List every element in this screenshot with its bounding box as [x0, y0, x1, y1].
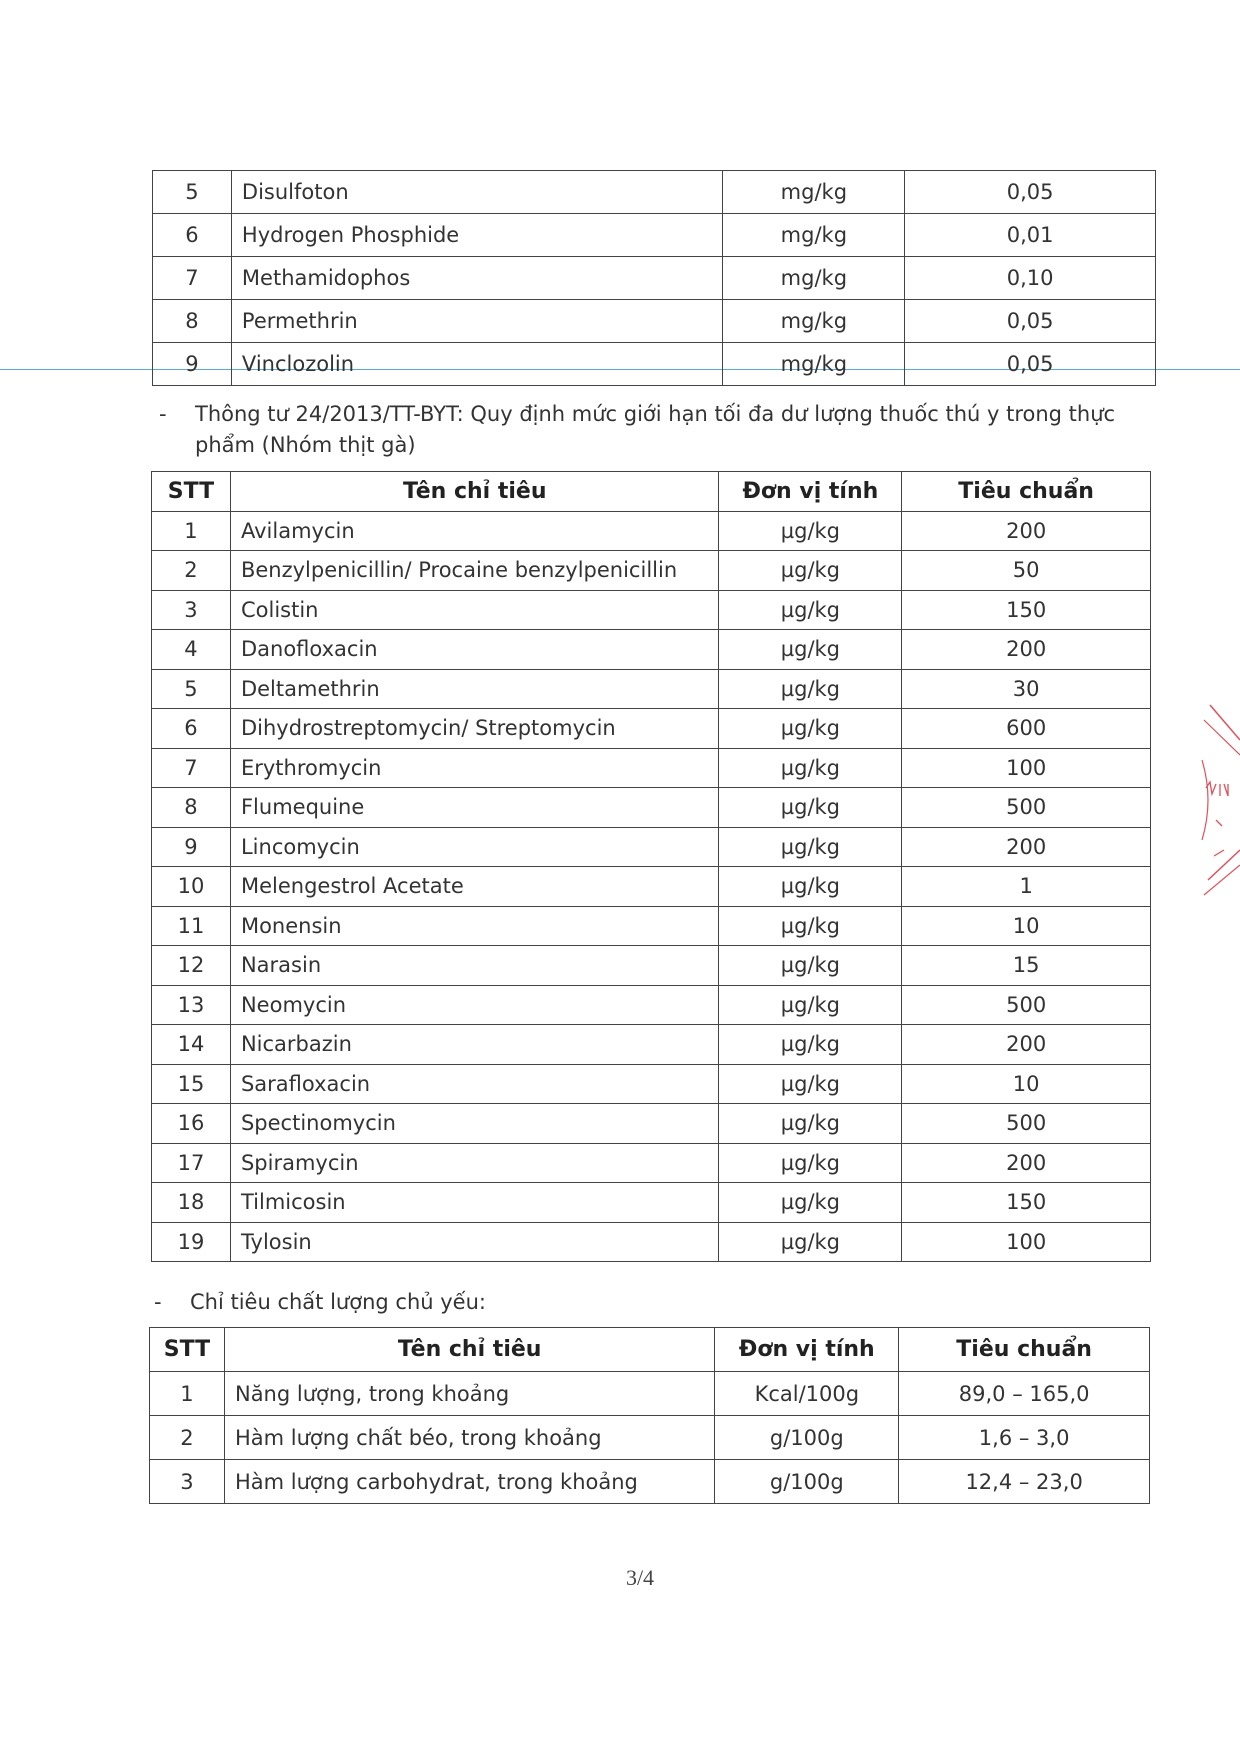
- table-row: [152, 748, 1151, 788]
- table-row: [152, 1183, 1151, 1223]
- cell-stt: 2: [150, 1416, 225, 1460]
- cell-unit: Kcal/100g: [715, 1372, 899, 1416]
- cell-unit: µg/kg: [719, 946, 902, 986]
- cell-standard: 150: [902, 590, 1151, 630]
- table-row: [152, 1222, 1151, 1262]
- table-row: [152, 590, 1151, 630]
- cell-standard: 1,6 – 3,0: [899, 1416, 1150, 1460]
- cell-name: Lincomycin: [230, 827, 719, 867]
- header-unit: Đơn vị tính: [715, 1328, 899, 1372]
- cell-name: Vinclozolin: [231, 343, 723, 386]
- cell-name: Spiramycin: [230, 1143, 719, 1183]
- cell-stt: 6: [153, 214, 232, 257]
- cell-standard: 200: [902, 1143, 1151, 1183]
- table-row: [152, 1025, 1151, 1065]
- cell-name: Danofloxacin: [230, 630, 719, 670]
- veterinary-drug-residue-table: [151, 471, 1151, 1262]
- cell-name: Flumequine: [230, 788, 719, 828]
- table-row: [152, 985, 1151, 1025]
- cell-stt: 6: [152, 709, 231, 749]
- table-row: [152, 630, 1151, 670]
- cell-unit: µg/kg: [719, 788, 902, 828]
- veterinary-drug-residue-table-body: [152, 511, 1151, 1262]
- cell-standard: 0,05: [905, 300, 1156, 343]
- cell-unit: mg/kg: [723, 171, 905, 214]
- table-row: [153, 171, 1156, 214]
- bullet-dash: -: [159, 402, 167, 426]
- cell-unit: µg/kg: [719, 906, 902, 946]
- cell-stt: 10: [152, 867, 231, 907]
- table-row: [152, 788, 1151, 828]
- table-row: [152, 827, 1151, 867]
- cell-standard: 0,05: [905, 343, 1156, 386]
- cell-unit: µg/kg: [719, 1183, 902, 1223]
- cell-name: Deltamethrin: [230, 669, 719, 709]
- header-unit: Đơn vị tính: [719, 472, 902, 512]
- table-row: [152, 709, 1151, 749]
- cell-name: Methamidophos: [231, 257, 723, 300]
- cell-name: Benzylpenicillin/ Procaine benzylpenicillin: [230, 551, 719, 591]
- cell-unit: mg/kg: [723, 300, 905, 343]
- cell-unit: g/100g: [715, 1460, 899, 1504]
- quality-criteria-table-body: [150, 1372, 1150, 1504]
- cell-unit: µg/kg: [719, 827, 902, 867]
- cell-stt: 18: [152, 1183, 231, 1223]
- cell-standard: 100: [902, 748, 1151, 788]
- cell-unit: µg/kg: [719, 1064, 902, 1104]
- cell-stt: 8: [152, 788, 231, 828]
- header-stt: STT: [152, 472, 231, 512]
- quality-criteria-table: [149, 1327, 1150, 1504]
- cell-unit: µg/kg: [719, 1025, 902, 1065]
- cell-standard: 30: [902, 669, 1151, 709]
- table-row: [152, 1064, 1151, 1104]
- cell-standard: 100: [902, 1222, 1151, 1262]
- cell-stt: 9: [153, 343, 232, 386]
- cell-standard: 150: [902, 1183, 1151, 1223]
- cell-name: Narasin: [230, 946, 719, 986]
- table-row: [153, 214, 1156, 257]
- section-veterinary-drug-residue: [159, 399, 1160, 461]
- cell-name: Erythromycin: [230, 748, 719, 788]
- cell-unit: µg/kg: [719, 551, 902, 591]
- cell-standard: 200: [902, 511, 1151, 551]
- table-row: [150, 1416, 1150, 1460]
- cell-name: Permethrin: [231, 300, 723, 343]
- header-name: Tên chỉ tiêu: [230, 472, 719, 512]
- cell-stt: 5: [152, 669, 231, 709]
- cell-stt: 3: [152, 590, 231, 630]
- cell-unit: µg/kg: [719, 1143, 902, 1183]
- cell-stt: 11: [152, 906, 231, 946]
- cell-standard: 10: [902, 1064, 1151, 1104]
- section-text: Thông tư 24/2013/TT-BYT: Quy định mức giới hạn tối đa dư lượng thuốc thú y trong thực phẩm (Nhóm thịt gà): [195, 402, 1116, 457]
- cell-name: Tilmicosin: [230, 1183, 719, 1223]
- cell-stt: 16: [152, 1104, 231, 1144]
- cell-standard: 200: [902, 827, 1151, 867]
- page-number: 3/4: [625, 1565, 655, 1590]
- table-row: [152, 511, 1151, 551]
- cell-unit: µg/kg: [719, 709, 902, 749]
- section-text: Chỉ tiêu chất lượng chủ yếu:: [190, 1290, 486, 1314]
- cell-unit: µg/kg: [719, 511, 902, 551]
- cell-standard: 50: [902, 551, 1151, 591]
- cell-name: Dihydrostreptomycin/ Streptomycin: [230, 709, 719, 749]
- table-row: [153, 300, 1156, 343]
- cell-stt: 13: [152, 985, 231, 1025]
- cell-unit: µg/kg: [719, 1222, 902, 1262]
- cell-unit: µg/kg: [719, 590, 902, 630]
- pesticide-residue-table-body: [153, 171, 1156, 386]
- table-row: [152, 669, 1151, 709]
- header-name: Tên chỉ tiêu: [224, 1328, 714, 1372]
- cell-stt: 5: [153, 171, 232, 214]
- cell-stt: 8: [153, 300, 232, 343]
- cell-unit: mg/kg: [723, 214, 905, 257]
- cell-standard: 12,4 – 23,0: [899, 1460, 1150, 1504]
- cell-name: Melengestrol Acetate: [230, 867, 719, 907]
- table-row: [150, 1372, 1150, 1416]
- cell-standard: 500: [902, 985, 1151, 1025]
- cell-name: Monensin: [230, 906, 719, 946]
- table-row: [153, 343, 1156, 386]
- header-standard: Tiêu chuẩn: [902, 472, 1151, 512]
- table-row: [152, 906, 1151, 946]
- cell-stt: 1: [152, 511, 231, 551]
- cell-stt: 19: [152, 1222, 231, 1262]
- cell-standard: 10: [902, 906, 1151, 946]
- cell-unit: mg/kg: [723, 343, 905, 386]
- cell-name: Sarafloxacin: [230, 1064, 719, 1104]
- cell-standard: 500: [902, 788, 1151, 828]
- cell-name: Hàm lượng carbohydrat, trong khoảng: [224, 1460, 714, 1504]
- table-row: [152, 1143, 1151, 1183]
- cell-unit: mg/kg: [723, 257, 905, 300]
- table-row: [152, 867, 1151, 907]
- table-header-row: [150, 1328, 1150, 1372]
- cell-stt: 4: [152, 630, 231, 670]
- section-main-quality-criteria: [154, 1287, 1090, 1318]
- cell-name: Năng lượng, trong khoảng: [224, 1372, 714, 1416]
- cell-unit: µg/kg: [719, 630, 902, 670]
- cell-name: Hydrogen Phosphide: [231, 214, 723, 257]
- cell-name: Avilamycin: [230, 511, 719, 551]
- table-row: [152, 1104, 1151, 1144]
- cell-standard: 200: [902, 1025, 1151, 1065]
- cell-stt: 14: [152, 1025, 231, 1065]
- table-row: [152, 551, 1151, 591]
- cell-standard: 1: [902, 867, 1151, 907]
- cell-stt: 7: [153, 257, 232, 300]
- cell-stt: 15: [152, 1064, 231, 1104]
- table-header-row: [152, 472, 1151, 512]
- cell-stt: 2: [152, 551, 231, 591]
- cell-unit: µg/kg: [719, 669, 902, 709]
- cell-name: Hàm lượng chất béo, trong khoảng: [224, 1416, 714, 1460]
- cell-stt: 3: [150, 1460, 225, 1504]
- cell-name: Spectinomycin: [230, 1104, 719, 1144]
- bullet-dash: -: [154, 1290, 162, 1314]
- cell-standard: 500: [902, 1104, 1151, 1144]
- table-row: [152, 946, 1151, 986]
- cell-name: Neomycin: [230, 985, 719, 1025]
- header-standard: Tiêu chuẩn: [899, 1328, 1150, 1372]
- cell-standard: 600: [902, 709, 1151, 749]
- cell-standard: 15: [902, 946, 1151, 986]
- cell-standard: 0,05: [905, 171, 1156, 214]
- cell-unit: µg/kg: [719, 748, 902, 788]
- cell-standard: 0,01: [905, 214, 1156, 257]
- cell-unit: µg/kg: [719, 1104, 902, 1144]
- cell-stt: 1: [150, 1372, 225, 1416]
- cell-unit: µg/kg: [719, 985, 902, 1025]
- cell-unit: µg/kg: [719, 867, 902, 907]
- pesticide-residue-table: [152, 170, 1156, 386]
- cell-name: Nicarbazin: [230, 1025, 719, 1065]
- cell-stt: 17: [152, 1143, 231, 1183]
- table-row: [150, 1460, 1150, 1504]
- cell-stt: 7: [152, 748, 231, 788]
- cell-stt: 12: [152, 946, 231, 986]
- cell-stt: 9: [152, 827, 231, 867]
- cell-standard: 0,10: [905, 257, 1156, 300]
- header-stt: STT: [150, 1328, 225, 1372]
- red-seal-stamp-icon: [1200, 700, 1240, 900]
- cell-name: Disulfoton: [231, 171, 723, 214]
- table-row: [153, 257, 1156, 300]
- cell-name: Tylosin: [230, 1222, 719, 1262]
- cell-unit: g/100g: [715, 1416, 899, 1460]
- cell-standard: 89,0 – 165,0: [899, 1372, 1150, 1416]
- cell-standard: 200: [902, 630, 1151, 670]
- cell-name: Colistin: [230, 590, 719, 630]
